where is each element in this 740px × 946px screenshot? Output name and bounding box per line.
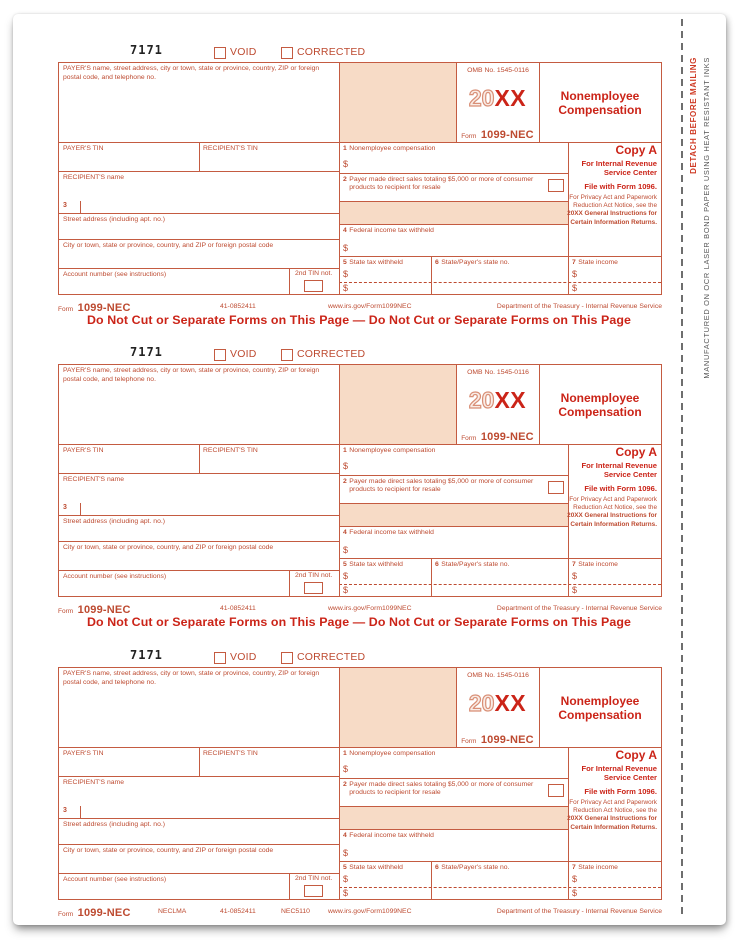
dollar-sign: $ [572,888,578,898]
grid-line [59,747,661,748]
payer-info-field[interactable] [59,682,337,746]
street-label: Street address (including apt. no.) [63,821,166,828]
grid-line [59,515,339,516]
recipient-tin-field[interactable] [200,457,337,472]
box7-amount-field[interactable] [580,570,659,595]
grid-line [339,201,568,202]
payer-tin-field[interactable] [59,155,197,170]
plate-number: 7171 [130,345,163,359]
year-outline: 20 [468,690,495,716]
grid-line [339,365,340,596]
year-outline: 20 [468,85,495,111]
recipient-tin-label: RECIPIENT'S TIN [203,145,258,152]
copy-a-block: Copy A For Internal Revenue Service Center File with Form 1096. [570,144,657,191]
footer-treasury-dept: Department of the Treasury - Internal Revenue Service [496,605,662,612]
void-label: VOID [230,45,257,58]
box6-label: 6 State/Payer's state no. [435,864,510,871]
street-label: Street address (including apt. no.) [63,518,166,525]
recipient-name-field[interactable] [59,184,337,211]
dollar-sign: $ [343,461,349,471]
second-tin-checkbox[interactable] [304,885,323,897]
dollar-sign: $ [572,269,578,279]
box5-label: 5 State tax withheld [343,561,403,568]
year-outline: 20 [468,387,495,413]
recipient-tin-field[interactable] [200,155,337,170]
footer-form-number: Form 1099-NEC [58,302,131,314]
grid-line [59,473,339,474]
recipient-name-field[interactable] [59,486,337,513]
corrected-label: CORRECTED [297,650,366,663]
box4-label: 4 Federal income tax withheld [343,529,434,536]
detach-before-mailing-text: DETACH BEFORE MAILING [689,57,698,174]
account-number-label: Account number (see instructions) [63,271,167,278]
manufactured-note-text: MANUFACTURED ON OCR LASER BOND PAPER USING HEAT RESISTANT INKS [702,57,711,379]
plate-number: 7171 [130,43,163,57]
box4-amount-field[interactable] [351,545,561,557]
grid-line [339,63,340,294]
street-label: Street address (including apt. no.) [63,216,166,223]
grid-line [431,558,432,596]
grid-line [339,224,568,225]
box2-checkbox[interactable] [548,179,564,192]
footer-treasury-dept: Department of the Treasury - Internal Revenue Service [496,908,662,915]
void-label: VOID [230,650,257,663]
copy-a-title: Copy A [615,445,657,459]
dollar-sign: $ [343,159,349,169]
payer-tin-field[interactable] [59,760,197,775]
payer-tin-label: PAYER'S TIN [63,750,104,757]
footer-plate-id: 41-0852411 [220,908,256,915]
box5-label: 5 State tax withheld [343,864,403,871]
footer-irs-url: www.irs.gov/Form1099NEC [328,605,412,612]
grid-line [431,861,432,899]
omb-number: OMB No. 1545-0116 [467,672,529,679]
box3-label: 3 [59,806,81,819]
second-tin-label: 2nd TIN not. [295,875,333,882]
account-number-label: Account number (see instructions) [63,876,167,883]
year-xx: XX [494,690,527,716]
grid-line [59,776,339,777]
tax-year [456,389,539,412]
form-title: Nonemployee Compensation [558,391,642,419]
corrected-label: CORRECTED [297,347,366,360]
grid-line [59,142,661,143]
grid-line [339,829,568,830]
payer-tin-label: PAYER'S TIN [63,447,104,454]
box3-label: 3 [59,201,81,214]
perforation-line [681,19,683,917]
city-field[interactable] [59,252,337,267]
box4-amount-field[interactable] [351,848,561,860]
form-grid [58,62,662,295]
grid-line [289,570,290,596]
box2-checkbox[interactable] [548,784,564,797]
payer-tin-field[interactable] [59,457,197,472]
footer-treasury-dept: Department of the Treasury - Internal Revenue Service [496,303,662,310]
box2-label: 2 Payer made direct sales totaling $5,000 or more of consumer products to recipient for resale [343,781,534,797]
recipient-name-label: RECIPIENT'S name [63,174,124,181]
grid-line [339,806,568,807]
dollar-sign: $ [343,269,349,279]
copy-a-block: Copy A For Internal Revenue Service Center File with Form 1096. [570,749,657,796]
grid-line [59,268,339,269]
box7-amount-field[interactable] [580,268,659,293]
grid-line [59,873,339,874]
footer-irs-url: www.irs.gov/Form1099NEC [328,908,412,915]
dollar-sign: $ [343,571,349,581]
shaded-area-top [339,63,456,142]
grid-line [59,844,339,845]
dollar-sign: $ [343,283,349,293]
box4-label: 4 Federal income tax withheld [343,227,434,234]
box6-state-no-field[interactable] [433,268,566,293]
copy-a-block: Copy A For Internal Revenue Service Center File with Form 1096. [570,446,657,493]
grid-line [339,526,568,527]
footer-plate-id: 41-0852411 [220,303,256,310]
copy-a-title: Copy A [615,748,657,762]
form-number-omb: Form 1099-NEC [461,129,534,141]
city-field[interactable] [59,857,337,872]
box1-amount-field[interactable] [351,461,561,473]
dollar-sign: $ [343,585,349,595]
tax-year [456,692,539,715]
void-checkbox[interactable] [214,349,226,361]
dollar-sign: $ [572,874,578,884]
recipient-name-label: RECIPIENT'S name [63,779,124,786]
box5-amount-field[interactable] [351,268,429,293]
form-1099nec-copy-a [58,648,662,944]
file-with-1096: File with Form 1096. [584,786,657,796]
recipient-name-field[interactable] [59,789,337,816]
shaded-area-box3 [339,503,568,526]
grid-line [339,173,568,174]
recipient-tin-label: RECIPIENT'S TIN [203,750,258,757]
box6-label: 6 State/Payer's state no. [435,561,510,568]
form-title: Nonemployee Compensation [558,694,642,722]
shaded-area-box3 [339,201,568,224]
box5-amount-field[interactable] [351,570,429,595]
account-number-field[interactable] [59,583,287,595]
box7-label: 7 State income [572,561,618,568]
form-sheet [13,14,726,925]
void-checkbox[interactable] [214,47,226,59]
form-1099nec-copy-a [58,345,662,641]
box7-label: 7 State income [572,259,618,266]
form-grid [58,364,662,597]
grid-line [59,541,339,542]
box4-label: 4 Federal income tax withheld [343,832,434,839]
dollar-sign: $ [343,243,349,253]
city-field[interactable] [59,554,337,569]
recipient-tin-field[interactable] [200,760,337,775]
account-number-field[interactable] [59,281,287,293]
grid-line [431,256,432,294]
shaded-area-box3 [339,806,568,829]
grid-line [339,778,568,779]
dollar-sign: $ [343,764,349,774]
grid-line [59,818,339,819]
box7-amount-field[interactable] [580,873,659,898]
omb-number: OMB No. 1545-0116 [467,67,529,74]
dollar-sign: $ [343,545,349,555]
corrected-checkbox[interactable] [281,349,293,361]
privacy-act-note: For Privacy Act and Paperwork Reduction Act Notice, see the 20XX General Instructions for Certain Information Returns. [567,496,657,528]
shaded-area-top [339,668,456,747]
copy-a-title: Copy A [615,143,657,157]
dollar-sign: $ [572,571,578,581]
footer-form-number: Form 1099-NEC [58,907,131,919]
payer-info-label: PAYER'S name, street address, city or town, state or province, country, ZIP or foreign postal code, and telephone no. [63,367,320,383]
recipient-name-label: RECIPIENT'S name [63,476,124,483]
box1-label: 1 Nonemployee compensation [343,145,436,152]
box4-amount-field[interactable] [351,243,561,255]
city-label: City or town, state or province, country, and ZIP or foreign postal code [63,847,274,854]
form-1099nec-copy-a [58,43,662,339]
grid-line [59,570,339,571]
box6-state-no-field[interactable] [433,873,566,898]
box2-label: 2 Payer made direct sales totaling $5,000 or more of consumer products to recipient for resale [343,478,534,494]
city-label: City or town, state or province, country, and ZIP or foreign postal code [63,544,274,551]
omb-number: OMB No. 1545-0116 [467,369,529,376]
account-number-field[interactable] [59,886,287,898]
box2-checkbox[interactable] [548,481,564,494]
box1-amount-field[interactable] [351,159,561,171]
void-label: VOID [230,347,257,360]
do-not-cut-notice: Do Not Cut or Separate Forms on This Page — Do Not Cut or Separate Forms on This Page [86,313,632,327]
box1-label: 1 Nonemployee compensation [343,447,436,454]
grid-line [339,558,661,559]
box7-label: 7 State income [572,864,618,871]
do-not-cut-notice: Do Not Cut or Separate Forms on This Page — Do Not Cut or Separate Forms on This Page [86,615,632,629]
dollar-sign: $ [343,874,349,884]
city-label: City or town, state or province, country, and ZIP or foreign postal code [63,242,274,249]
box6-label: 6 State/Payer's state no. [435,259,510,266]
box1-label: 1 Nonemployee compensation [343,750,436,757]
box5-label: 5 State tax withheld [343,259,403,266]
form-title: Nonemployee Compensation [558,89,642,117]
tax-year [456,87,539,110]
footer-form-number: Form 1099-NEC [58,604,131,616]
account-number-label: Account number (see instructions) [63,573,167,580]
grid-line [339,503,568,504]
plate-number: 7171 [130,648,163,662]
grid-line [59,213,339,214]
grid-line [59,444,661,445]
recipient-tin-label: RECIPIENT'S TIN [203,447,258,454]
grid-line [339,861,661,862]
grid-line [59,239,339,240]
grid-line [339,256,661,257]
shaded-area-top [339,365,456,444]
footer-code-right: NEC5110 [281,908,310,915]
second-tin-label: 2nd TIN not. [295,572,333,579]
grid-line [339,475,568,476]
payer-info-field[interactable] [59,379,337,443]
grid-line [59,171,339,172]
dollar-sign: $ [343,888,349,898]
footer-code-left: NECLMA [158,908,187,915]
year-xx: XX [494,387,527,413]
second-tin-checkbox[interactable] [304,582,323,594]
grid-line [289,268,290,294]
payer-info-label: PAYER'S name, street address, city or town, state or province, country, ZIP or foreign postal code, and telephone no. [63,670,320,686]
form-number-omb: Form 1099-NEC [461,431,534,443]
corrected-label: CORRECTED [297,45,366,58]
street-field[interactable] [59,527,337,540]
box1-amount-field[interactable] [351,764,561,776]
year-xx: XX [494,85,527,111]
void-checkbox[interactable] [214,652,226,664]
grid-line [339,668,340,899]
payer-tin-label: PAYER'S TIN [63,145,104,152]
file-with-1096: File with Form 1096. [584,181,657,191]
street-field[interactable] [59,830,337,843]
corrected-checkbox[interactable] [281,47,293,59]
corrected-checkbox[interactable] [281,652,293,664]
street-field[interactable] [59,225,337,238]
box2-label: 2 Payer made direct sales totaling $5,000 or more of consumer products to recipient for resale [343,176,534,192]
privacy-act-note: For Privacy Act and Paperwork Reduction Act Notice, see the 20XX General Instructions for Certain Information Returns. [567,799,657,831]
box6-state-no-field[interactable] [433,570,566,595]
dollar-sign: $ [572,283,578,293]
payer-info-field[interactable] [59,77,337,141]
grid-line [289,873,290,899]
privacy-act-note: For Privacy Act and Paperwork Reduction Act Notice, see the 20XX General Instructions for Certain Information Returns. [567,194,657,226]
dollar-sign: $ [572,585,578,595]
form-number-omb: Form 1099-NEC [461,734,534,746]
dollar-sign: $ [343,848,349,858]
box5-amount-field[interactable] [351,873,429,898]
second-tin-checkbox[interactable] [304,280,323,292]
payer-info-label: PAYER'S name, street address, city or town, state or province, country, ZIP or foreign postal code, and telephone no. [63,65,320,81]
footer-plate-id: 41-0852411 [220,605,256,612]
box3-label: 3 [59,503,81,516]
second-tin-label: 2nd TIN not. [295,270,333,277]
form-grid [58,667,662,900]
file-with-1096: File with Form 1096. [584,483,657,493]
footer-irs-url: www.irs.gov/Form1099NEC [328,303,412,310]
